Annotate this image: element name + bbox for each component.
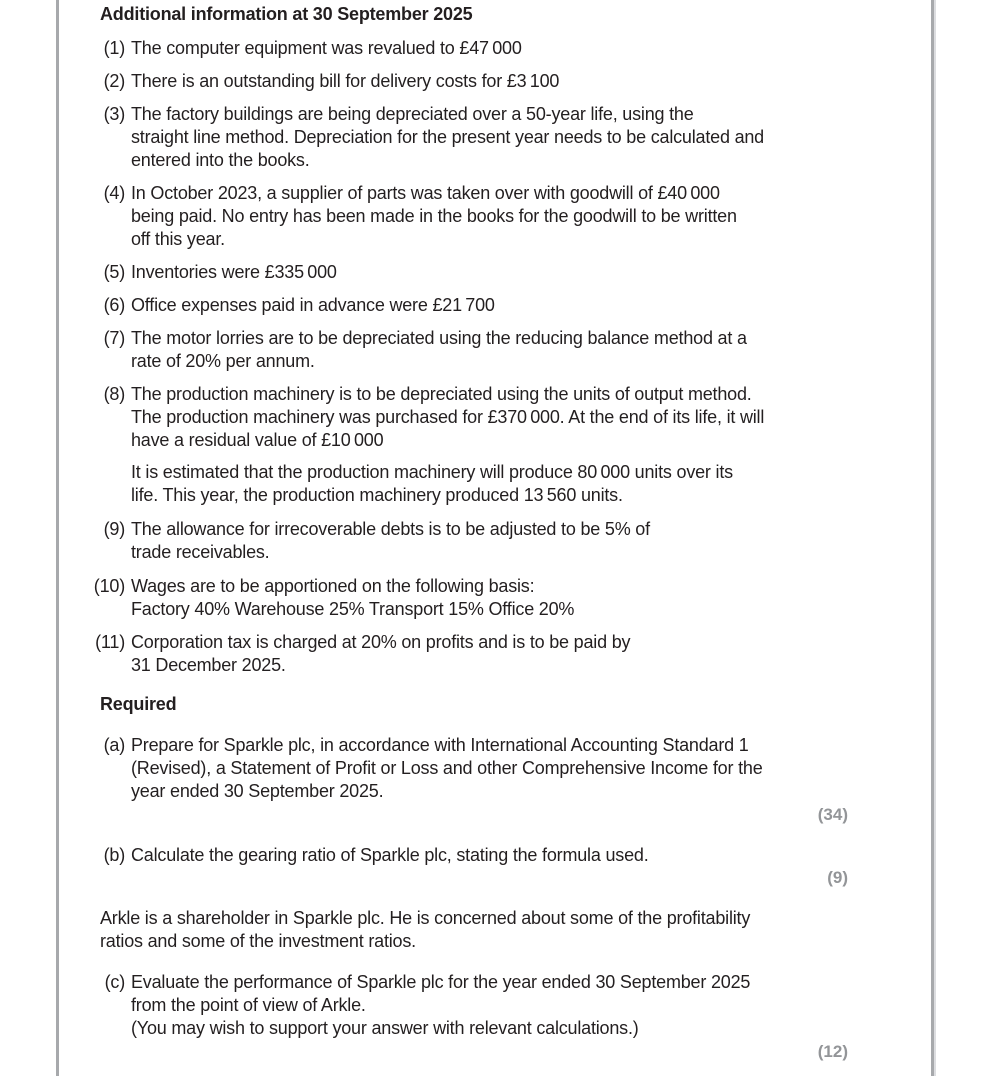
item-number: (2): [103, 71, 125, 91]
item-number: (1): [103, 38, 125, 58]
question-text: Calculate the gearing ratio of Sparkle plc, stating the formula used.: [131, 845, 649, 865]
item-text: In October 2023, a supplier of parts was taken over with goodwill of £40 000 being paid. No entry has been made in the books for the goodwill to be written off this year.: [131, 183, 737, 249]
item-text: Corporation tax is charged at 20% on profits and is to be paid by 31 December 2025.: [131, 632, 631, 675]
item-number: (4): [103, 183, 125, 203]
item-number: (5): [103, 262, 125, 282]
item-text: There is an outstanding bill for delivery costs for £3 100: [131, 71, 560, 91]
item-text: The motor lorries are to be depreciated using the reducing balance method at a rate of 20% per annum.: [131, 328, 747, 371]
section-heading: Additional information at 30 September 2025: [100, 4, 473, 24]
item-text: The factory buildings are being depreciated over a 50-year life, using the straight line method. Depreciation for the present year needs to be calculated and entered into the books.: [131, 104, 764, 170]
item-number: (3): [103, 104, 125, 124]
item-number: (7): [103, 328, 125, 348]
question-label: (b): [103, 845, 125, 865]
context-paragraph: Arkle is a shareholder in Sparkle plc. He is concerned about some of the profitability ratios and some of the investment ratios.: [100, 908, 751, 951]
item-text: The allowance for irrecoverable debts is to be adjusted to be 5% of trade receivables.: [131, 519, 650, 562]
item-number: (10): [93, 576, 125, 596]
item-text: Inventories were £335 000: [131, 262, 337, 282]
item-text: Office expenses paid in advance were £21 700: [131, 295, 495, 315]
item-number: (11): [95, 632, 125, 652]
marks-b: (9): [827, 868, 848, 887]
marks-a: (34): [817, 805, 848, 824]
question-text: Prepare for Sparkle plc, in accordance with International Accounting Standard 1 (Revised), a Statement of Profit or Loss and other Comprehensive Income for the year ended 30 September 2025.: [131, 735, 763, 801]
required-heading: Required: [100, 694, 177, 714]
question-text: Evaluate the performance of Sparkle plc for the year ended 30 September 2025 from the point of view of Arkle. (You may wish to support your answer with relevant calculations.): [131, 972, 751, 1038]
item-text: The production machinery is to be depreciated using the units of output method. The production machinery was purchased for £370 000. At the end of its life, it will have a residual value of £10 000 It is estimated that the production machinery will produce 80 000 units over its life. This year, the production machinery produced 13 560 units.: [131, 384, 765, 505]
item-text: The computer equipment was revalued to £47 000: [131, 38, 522, 58]
item-text: Wages are to be apportioned on the following basis: Factory 40% Warehouse 25% Transport 15% Office 20%: [131, 576, 575, 619]
page-border-right-shadow: [934, 0, 936, 1076]
item-number: (6): [103, 295, 125, 315]
question-label: (a): [103, 735, 125, 755]
question-label: (c): [104, 972, 125, 992]
item-number: (9): [103, 519, 125, 539]
item-number: (8): [103, 384, 125, 404]
marks-c: (12): [817, 1042, 848, 1061]
